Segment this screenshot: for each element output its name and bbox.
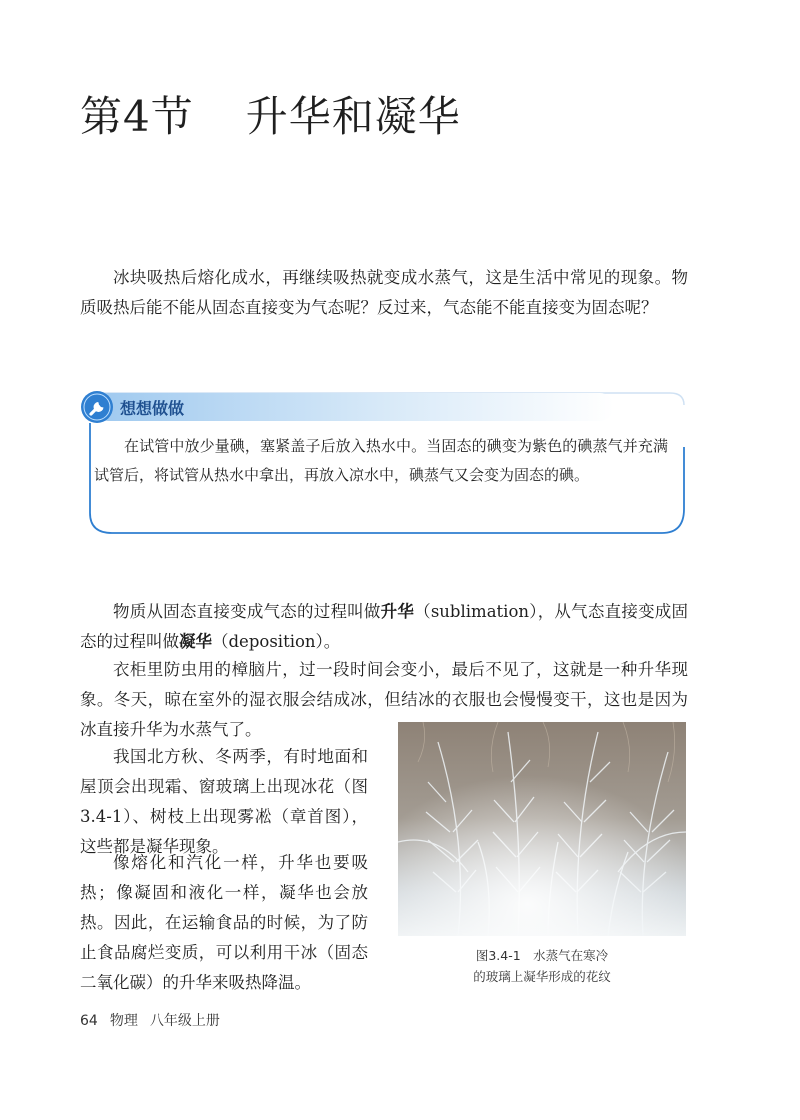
book-title: 物理 xyxy=(109,1013,138,1029)
activity-title: 想想做做 xyxy=(120,399,185,418)
caption-line-1: 图3.4-1 水蒸气在寒冷 xyxy=(475,948,609,963)
section-number: 第4节 xyxy=(80,92,194,141)
grade-label: 八年级上册 xyxy=(149,1013,220,1029)
section-name: 升华和凝华 xyxy=(245,92,461,141)
activity-box xyxy=(80,387,686,537)
definition-part1: 物质从固态直接变成气态的过程叫做 xyxy=(113,602,381,621)
definition-part2: （sublimation），从气态直接变成固态的过程叫做 xyxy=(80,602,689,651)
page-footer xyxy=(80,1010,232,1030)
page-title xyxy=(80,84,461,144)
activity-text: 在试管中放少量碘，塞紧盖子后放入热水中。当固态的碘变为紫色的碘蒸气并充满试管后，将试管从热水中拿出，再放入凉水中，碘蒸气又会变为固态的碘。 xyxy=(94,437,668,484)
term-deposition: 凝华 xyxy=(179,632,212,651)
definition-part3: （deposition）。 xyxy=(212,632,341,651)
frost-paragraph: 我国北方秋、冬两季，有时地面和屋顶会出现霜、窗玻璃上出现冰花（图3.4-1）、树枝上出现雾凇（章首图），这些都是凝华现象。 xyxy=(80,747,368,856)
definition-paragraph xyxy=(80,597,688,657)
figure-caption xyxy=(398,945,686,987)
term-sublimation: 升华 xyxy=(380,602,415,621)
intro-paragraph: 冰块吸热后熔化成水，再继续吸热就变成水蒸气，这是生活中常见的现象。物质吸热后能不能从固态直接变为气态呢？反过来，气态能不能直接变为固态呢？ xyxy=(80,268,688,317)
page-number: 64 xyxy=(80,1013,98,1029)
frost-pattern-photo xyxy=(398,722,686,936)
caption-line-2: 的玻璃上凝华形成的花纹 xyxy=(473,969,611,984)
heat-paragraph: 像熔化和汽化一样，升华也要吸热；像凝固和液化一样，凝华也会放热。因此，在运输食品的时候，为了防止食品腐烂变质，可以利用干冰（固态二氧化碳）的升华来吸热降温。 xyxy=(80,853,368,992)
camphor-paragraph: 衣柜里防虫用的樟脑片，过一段时间会变小，最后不见了，这就是一种升华现象。冬天，晾在室外的湿衣服会结成冰，但结冰的衣服也会慢慢变干，这也是因为冰直接升华为水蒸气了。 xyxy=(80,660,688,739)
wrench-icon xyxy=(80,390,114,424)
